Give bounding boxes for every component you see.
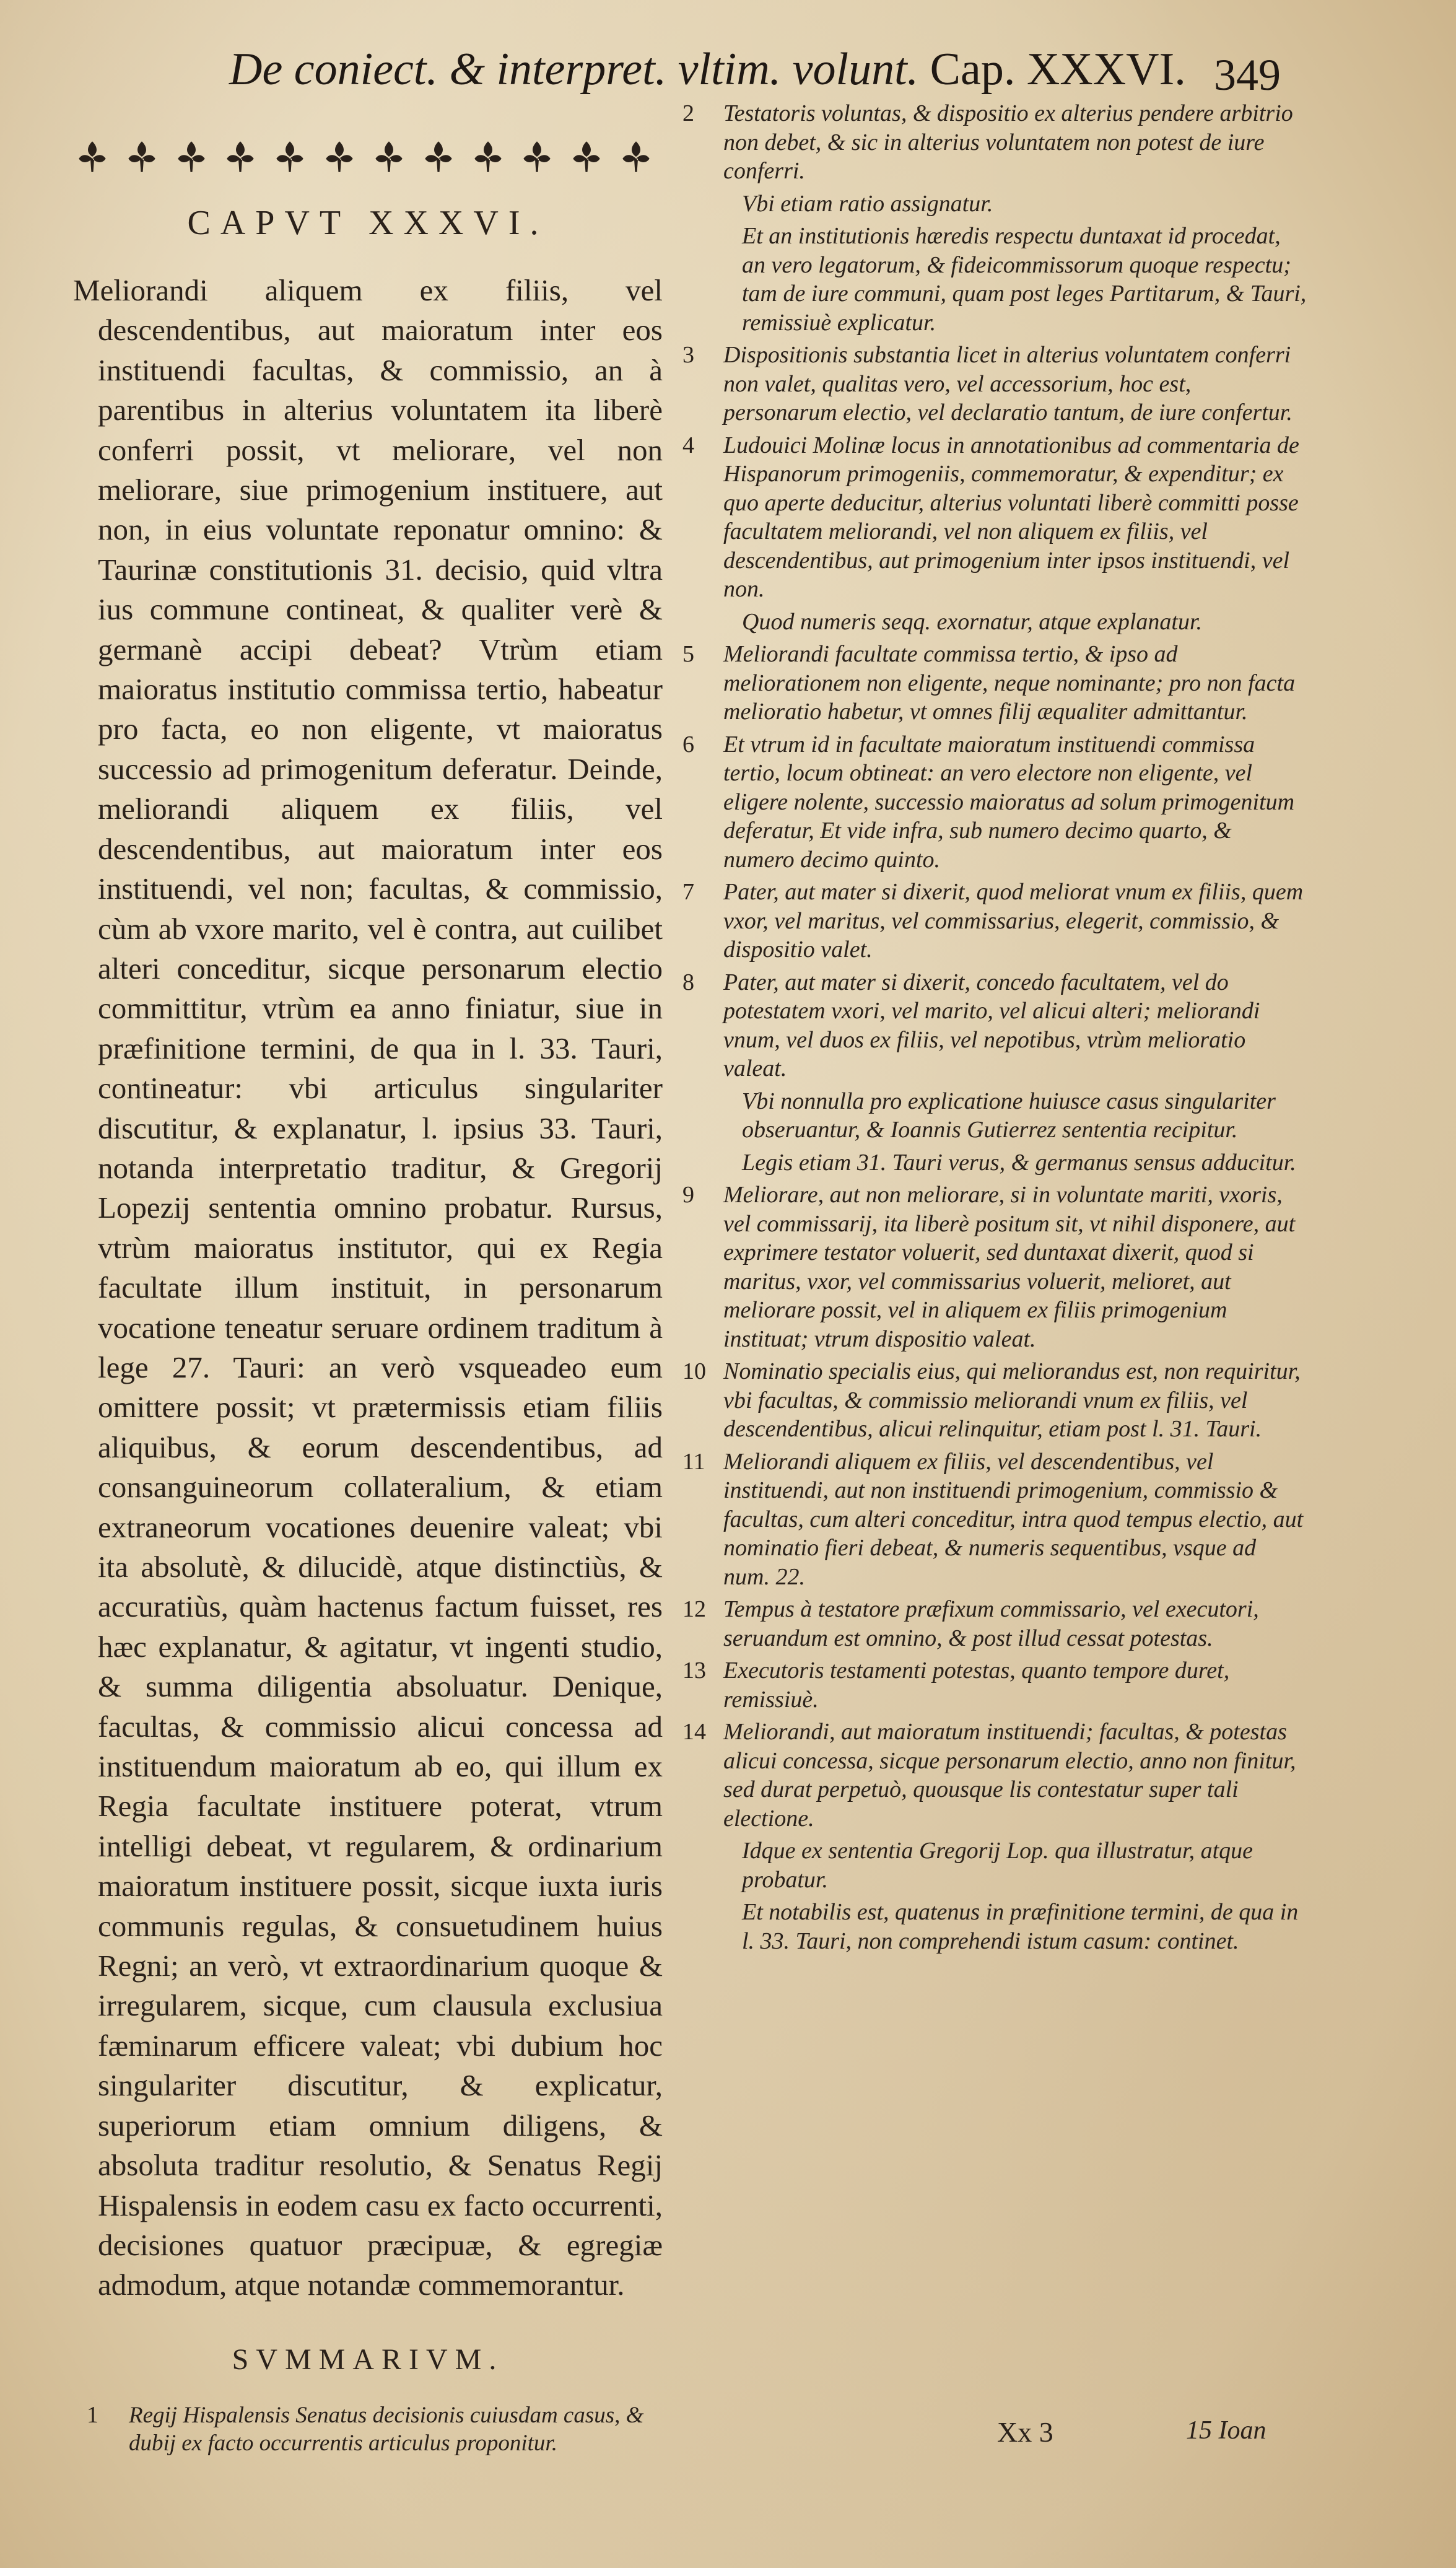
summary-item (682, 431, 1307, 604)
summary-item (706, 608, 1307, 637)
summary-item (682, 1718, 1307, 1833)
summary-item-number: 3 (682, 342, 694, 368)
summary-item-text: Pater, aut mater si dixerit, concedo facultatem, vel do potestatem vxori, vel marito, vel alicui alteri; meliorandi vnum, vel duos ex filiis, vel nepotibus, vtrùm melioratio valeat. (723, 969, 1260, 1081)
summary-item (682, 1595, 1307, 1653)
summary-item-text: Testatoris voluntas, & dispositio ex alterius pendere arbitrio non debet, & sic in alterius voluntatem non potest de iure conferri. (723, 100, 1293, 184)
summary-item-text: Legis etiam 31. Tauri verus, & germanus sensus adducitur. (742, 1149, 1296, 1176)
summary-item-number: 8 (682, 969, 694, 995)
summary-item-text: Meliorare, aut non meliorare, si in voluntate mariti, vxoris, vel commissarij, ita liberè positum sit, vt nihil disponere, aut exprimere testator voluerit, sed duntaxat dixerit, quod si maritus, vxor, vel commissarius voluerit, melioret, aut meliorare possit, vel in aliquem ex filiis primogenium instituat; vtrum dispositio valeat. (723, 1182, 1296, 1352)
fleuron-icon (617, 138, 655, 176)
summary-item-number: 4 (682, 432, 694, 458)
summary-item-text: Pater, aut mater si dixerit, quod meliorat vnum ex filiis, quem vxor, vel maritus, vel commissarius, elegerit, commissio, & dispositio valet. (723, 879, 1304, 963)
summary-item (682, 1448, 1307, 1592)
summary-item-text: Meliorandi aliquem ex filiis, vel descendentibus, vel instituendi, aut non instituendi primogenium, commissio & facultas, cum alteri conceditur, intra quod tempus electio, aut nominatio fieri debeat, & numeris sequentibus, vsque ad num. 22. (723, 1448, 1304, 1590)
summary-item (682, 1656, 1307, 1714)
summary-item-number: 2 (682, 100, 694, 126)
summary-item (682, 640, 1307, 727)
fleuron-icon (518, 138, 556, 176)
summary-item (682, 1357, 1307, 1444)
chapter-title: CAPVT XXXVI. (187, 204, 549, 242)
summary-item-text: Quod numeris seqq. exornatur, atque explanatur. (742, 608, 1203, 635)
catchword: 15 Ioan (1186, 2416, 1266, 2445)
running-head-chapter: Cap. XXXVI. (930, 44, 1186, 95)
folio-number: 349 (1214, 50, 1281, 100)
summary-item-text: Vbi nonnulla pro explicatione huiusce casus singulariter obseruantur, & Ioannis Gutierrez sententia recipitur. (742, 1088, 1276, 1143)
summary-item (682, 99, 1307, 186)
summary-item (706, 1836, 1307, 1894)
fleuron-icon (320, 138, 359, 176)
summary-item-number: 7 (682, 879, 694, 905)
summary-item-number: 5 (682, 641, 694, 667)
summary-item (682, 730, 1307, 875)
summary-item-text: Et vtrum id in facultate maioratum instituendi commissa tertio, locum obtineat: an vero electore non eligente, vel eligere nolente, successio maioratus ad solum primogenitum deferatur, Et vide infra, sub numero decimo quarto, & numero decimo quinto. (723, 731, 1295, 873)
summary-item-number: 11 (682, 1448, 705, 1475)
summarium-title: SVMMARIVM. (232, 2343, 504, 2376)
fleuron-icon (73, 138, 111, 176)
summary-item-text: Tempus à testatore præfixum commissario, vel executori, seruandum est omnino, & post illud cessat potestas. (723, 1596, 1259, 1651)
summary-item-number: 1 (87, 2401, 98, 2428)
summary-item-number: 6 (682, 731, 694, 758)
fleuron-icon (271, 138, 309, 176)
summary-item-text: Vbi etiam ratio assignatur. (742, 190, 993, 217)
summary-item-number: 13 (682, 1657, 706, 1684)
summary-item (682, 1181, 1307, 1353)
chapter-argument: Meliorandi aliquem ex filiis, vel descendentibus, aut maioratum inter eos instituendi facultas, & commissio, an à parentibus in alterius voluntatem ita liberè conferri possit, vt meliorare, vel non meliorare, siue primogenium instituere, aut non, in eius voluntate reponatur omnino: & Taurinæ constitutionis 31. decisio, quid vltra ius commune contineat, & qualiter verè & germanè accipi debeat? Vtrùm etiam maioratus institutio commissa tertio, habeatur pro facta, eo non eligente, vt maioratus successio ad primogenitum deferatur. Deinde, meliorandi aliquem ex filiis, vel descendentibus, aut maioratum inter eos instituendi, vel non; facultas, & commissio, cùm ab vxore marito, vel è contra, aut cuilibet alteri conceditur, sicque personarum electio committitur, vtrùm ea anno finiatur, siue in præfinitione termini, de qua in l. 33. Tauri, contineatur: vbi articulus singulariter discutitur, & explanatur, l. ipsius 33. Tauri, notanda interpretatio traditur, & Gregorij Lopezij sententia omnino probatur. Rursus, vtrùm maioratus institutor, qui ex Regia facultate illum instituit, in personarum vocatione teneatur seruare ordinem traditum à lege 27. Tauri: an verò vsqueadeo eum omittere possit; vt prætermissis etiam filiis aliquibus, & eorum descendentibus, ad consanguineorum collateralium, & etiam extraneorum vocationes deuenire valeat; vbi ita absolutè, & dilucidè, atque distinctiùs, & accuratiùs, quàm hactenus factum fuisset, res hæc explanatur, & agitatur, vt ingenti studio, & summa diligentia absoluatur. Denique, facultas, & commissio alicui concessa ad instituendum maioratum ab eo, qui illum ex Regia facultate instituere poterat, vtrum intelligi debeat, vt regularem, & ordinarium maioratum instituere possit, sicque iuxta iuris communis regulas, & consuetudinem huius Regni; an verò, vt extraordinarium quoque & irregularem, sicque, cum clausula exclusiua fæminarum efficere valeat; vbi dubium hoc singulariter discutitur, & explicatur, superiorum etiam omnium diligens, & absoluta traditur resolutio, & Senatus Regij Hispalensis in eodem casu ex facto occurrenti, decisiones quatuor præcipuæ, & egregiæ admodum, atque notandæ commemorantur. (73, 273, 663, 2302)
fleuron-icon (469, 138, 507, 176)
summary-item-text: Meliorandi, aut maioratum instituendi; facultas, & potestas alicui concessa, sicque personarum electio, anno non finitur, sed durat perpetuò, quousque lis contestatur super tali electione. (723, 1719, 1296, 1832)
fleuron-icon (419, 138, 458, 176)
summary-item (706, 1898, 1307, 1955)
summary-item-text: Meliorandi facultate commissa tertio, & ipso ad meliorationem non eligente, neque nominante; pro non facta melioratio habetur, vt omnes filij æqualiter admittantur. (723, 641, 1296, 725)
running-head (229, 43, 1186, 96)
fleuron-icon (172, 138, 211, 176)
summary-item (706, 190, 1307, 219)
summary-item (682, 341, 1307, 427)
signature-mark: Xx 3 (997, 2416, 1053, 2448)
summary-item-text: Executoris testamenti potestas, quanto tempore duret, remissiuè. (723, 1657, 1230, 1713)
summary-item-text: Idque ex sententia Gregorij Lop. qua illustratur, atque probatur. (742, 1838, 1253, 1893)
left-column (73, 189, 663, 2461)
summary-item (706, 222, 1307, 337)
page-footer (0, 2416, 1456, 2568)
summary-item-number: 12 (682, 1596, 706, 1622)
summary-item (706, 1148, 1307, 1177)
summary-item-text: Ludouici Molinæ locus in annotationibus ad commentaria de Hispanorum primogeniis, commemoratur, & expenditur; ex quo aperte deducitur, alterius voluntati liberè committi posse facultatem meliorandi, vel non aliquem ex filiis, vel descendentibus, aut primogenium inter ipsos instituendi, vel non. (723, 432, 1299, 602)
fleuron-icon (221, 138, 259, 176)
summary-item (706, 1087, 1307, 1145)
fleuron-icon (370, 138, 408, 176)
fleuron-ornament-band (73, 135, 655, 178)
right-column (682, 99, 1307, 1959)
summary-item (682, 878, 1307, 964)
summary-item-text: Et an institutionis hæredis respectu duntaxat id procedat, an vero legatorum, & fideicommissorum quoque respectu; tam de iure communi, quam post leges Partitarum, & Tauri, remissiuè explicatur. (742, 223, 1307, 336)
summary-item-text: Dispositionis substantia licet in alterius voluntatem conferri non valet, qualitas vero, vel accessorium, hoc est, personarum electio, vel declaratio tantum, de iure confertur. (723, 342, 1293, 426)
fleuron-icon (567, 138, 606, 176)
running-head-title: De coniect. & interpret. vltim. volunt. (229, 44, 919, 95)
summary-item-text: Et notabilis est, quatenus in præfinitione termini, de qua in l. 33. Tauri, non comprehendi istum casum: continet. (742, 1899, 1299, 1954)
summary-item-text: Nominatio specialis eius, qui meliorandus est, non requiritur, vbi facultas, & commissio meliorandi vnum ex filiis, vel descendentibus, alicui relinquitur, etiam post l. 31. Tauri. (723, 1358, 1301, 1442)
summary-item-number: 10 (682, 1358, 706, 1384)
fleuron-icon (123, 138, 161, 176)
summary-item-number: 14 (682, 1719, 706, 1745)
summary-item-text: Regij Hispalensis Senatus decisionis cuiusdam casus, & dubij ex facto occurrentis articulus proponitur. (129, 2402, 644, 2456)
summary-item-number: 9 (682, 1182, 694, 1208)
summary-item (682, 968, 1307, 1083)
